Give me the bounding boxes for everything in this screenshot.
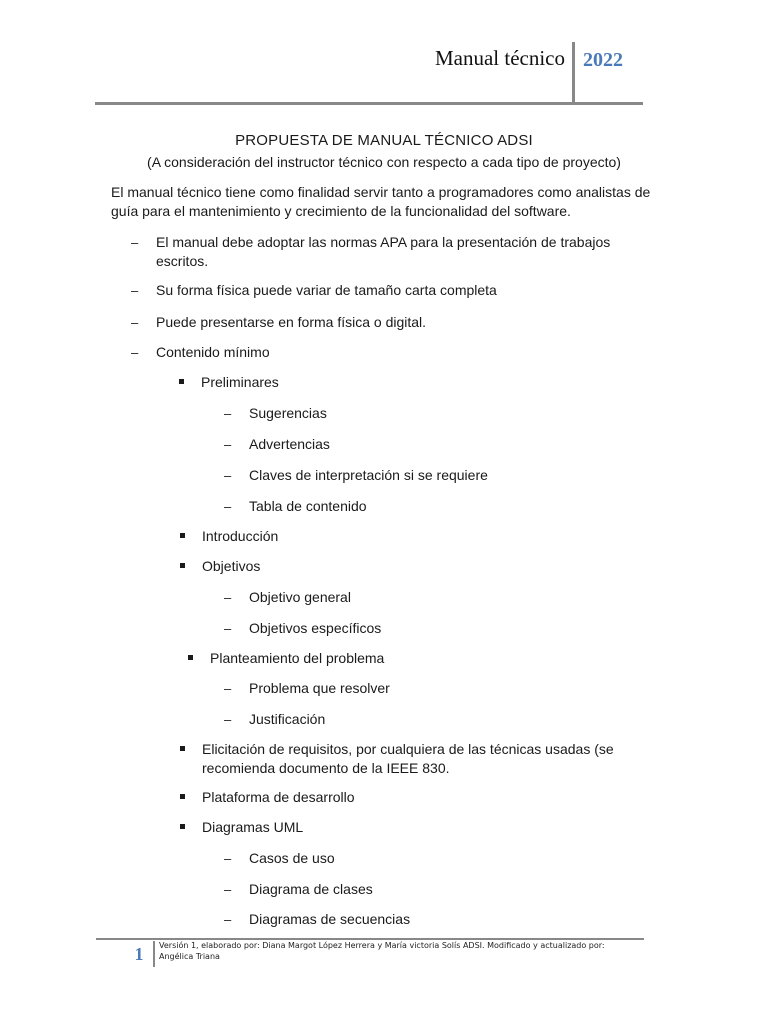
- square-bullet-icon: [180, 794, 185, 799]
- header-divider: [572, 42, 575, 102]
- list-item-text: Objetivo general: [249, 589, 351, 605]
- list-item-text: Casos de uso: [249, 850, 335, 866]
- dash-bullet-icon: –: [131, 283, 139, 298]
- dash-bullet-icon: –: [224, 621, 232, 636]
- list-item: [202, 788, 652, 807]
- list-item-text: Claves de interpretación si se requiere: [249, 467, 488, 483]
- dash-bullet-icon: –: [224, 437, 232, 452]
- list-item-text: El manual debe adoptar las normas APA para la presentación de trabajos escritos.: [156, 234, 611, 269]
- document-title: PROPUESTA DE MANUAL TÉCNICO ADSI: [235, 132, 533, 149]
- dash-bullet-icon: –: [224, 681, 232, 696]
- dash-bullet-icon: –: [224, 712, 232, 727]
- square-bullet-icon: [180, 563, 185, 568]
- footer-credits: Versión 1, elaborado por: Diana Margot López Herrera y María victoria Solís ADSI. Modificado y actualizado por: Angélica Triana: [159, 941, 605, 961]
- list-item: [224, 497, 649, 516]
- list-item: [131, 281, 656, 300]
- list-item: [224, 435, 649, 454]
- list-item-text: Preliminares: [201, 374, 279, 390]
- page-number: 1: [134, 944, 144, 964]
- dash-bullet-icon: –: [224, 590, 232, 605]
- dash-bullet-icon: –: [224, 912, 232, 927]
- list-item: [224, 880, 649, 899]
- list-item-text: Contenido mínimo: [156, 344, 270, 360]
- intro-paragraph: El manual técnico tiene como finalidad servir tanto a programadores como analistas de guía para el mantenimiento y crecimiento de la funcionalidad del software.: [111, 184, 651, 219]
- square-bullet-icon: [188, 655, 193, 660]
- square-bullet-icon: [180, 746, 185, 751]
- list-item-text: Diagramas de secuencias: [249, 911, 411, 927]
- list-item-text: Elicitación de requisitos, por cualquiera de las técnicas usadas (se recomienda documento de la IEEE 830.: [202, 741, 614, 776]
- header-title: Manual técnico: [434, 46, 565, 70]
- square-bullet-icon: [179, 379, 184, 384]
- list-item: [202, 818, 652, 837]
- list-item-text: Planteamiento del problema: [210, 650, 385, 666]
- list-item-text: Diagrama de clases: [249, 881, 373, 897]
- footer-divider: [153, 941, 155, 967]
- list-item-text: Tabla de contenido: [249, 498, 367, 514]
- list-item-text: Diagramas UML: [202, 819, 304, 835]
- list-item-text: Problema que resolver: [249, 680, 390, 696]
- list-item: [224, 588, 649, 607]
- list-item: [210, 649, 660, 668]
- list-item-text: Advertencias: [249, 436, 330, 452]
- dash-bullet-icon: –: [224, 468, 232, 483]
- dash-bullet-icon: –: [131, 235, 139, 250]
- list-item: [224, 849, 649, 868]
- list-item: [131, 343, 656, 362]
- list-item: [202, 527, 652, 546]
- header-year: 2022: [583, 49, 623, 71]
- list-item: [202, 557, 652, 576]
- dash-bullet-icon: –: [131, 345, 139, 360]
- dash-bullet-icon: –: [224, 882, 232, 897]
- dash-bullet-icon: –: [131, 315, 139, 330]
- list-item: [224, 404, 649, 423]
- list-item: [224, 910, 649, 929]
- header-rule: [95, 102, 643, 105]
- dash-bullet-icon: –: [224, 499, 232, 514]
- list-item: [202, 740, 642, 778]
- list-item-text: Objetivos: [202, 558, 261, 574]
- list-item-text: Objetivos específicos: [249, 620, 382, 636]
- list-item-text: Su forma física puede variar de tamaño carta completa: [156, 282, 497, 298]
- document-subtitle: (A consideración del instructor técnico con respecto a cada tipo de proyecto): [147, 154, 621, 170]
- list-item-text: Justificación: [249, 711, 326, 727]
- list-item-text: Puede presentarse en forma física o digital.: [156, 314, 427, 330]
- list-item-text: Sugerencias: [249, 405, 327, 421]
- list-item: [131, 313, 656, 332]
- list-item: [224, 619, 649, 638]
- list-item: [224, 679, 649, 698]
- dash-bullet-icon: –: [224, 406, 232, 421]
- square-bullet-icon: [180, 533, 185, 538]
- list-item: [224, 710, 649, 729]
- list-item-text: Introducción: [202, 528, 279, 544]
- list-item: [224, 466, 649, 485]
- square-bullet-icon: [180, 824, 185, 829]
- dash-bullet-icon: –: [224, 851, 232, 866]
- list-item-text: Plataforma de desarrollo: [202, 789, 355, 805]
- list-item: [131, 233, 656, 271]
- list-item: [201, 373, 651, 392]
